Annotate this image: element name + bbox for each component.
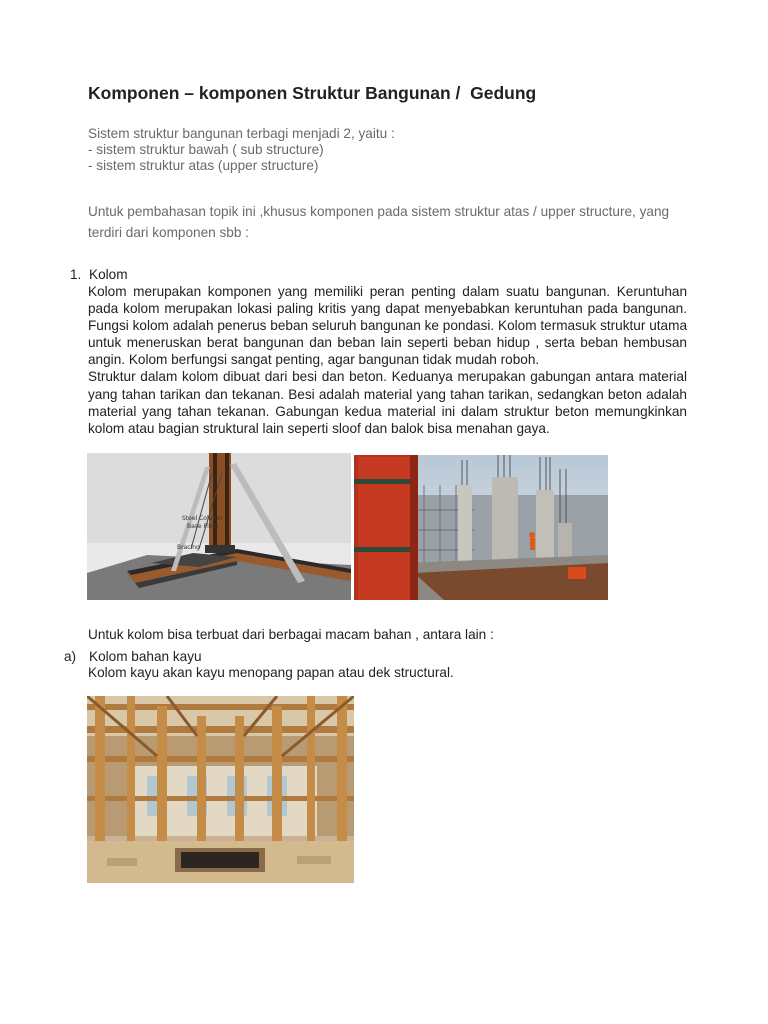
column-formwork-photo xyxy=(354,455,608,600)
list-marker: a) xyxy=(64,649,77,664)
materials-intro: Untuk kolom bisa terbuat dari berbagai macam bahan , antara lain : xyxy=(88,627,494,642)
section-kolom-heading xyxy=(70,267,128,282)
material-item-heading xyxy=(64,649,202,664)
intro-text xyxy=(88,126,395,174)
scope-line: Untuk pembahasan topik ini ,khusus komponen pada sistem struktur atas / upper structure, yang xyxy=(88,204,670,219)
section-number: 1. xyxy=(70,267,82,282)
section-title: Kolom xyxy=(89,267,128,282)
scope-text xyxy=(88,201,688,243)
steel-column-diagram-icon xyxy=(87,453,351,600)
page-title: Komponen – komponen Struktur Bangunan / Gedung xyxy=(88,83,537,103)
scope-line: terdiri dari komponen sbb : xyxy=(88,225,249,240)
column-formwork-photo-icon xyxy=(354,455,608,600)
intro-list-item: - sistem struktur bawah ( sub structure) xyxy=(88,142,324,157)
diagram-label: Base Plate xyxy=(187,523,219,530)
paragraph: Struktur dalam kolom dibuat dari besi dan beton. Keduanya merupakan gabungan antara material yang tahan tarikan dan tekanan. Besi adalah material yang tahan tarikan, sedangkan beton adalah material yang tahan tekanan. Gabungan kedua material ini dalam struktur beton memungkinkan kolom atau bagian struktural lain seperti sloof dan balok bisa menahan gaya. xyxy=(88,369,687,436)
intro-line: Sistem struktur bangunan terbagi menjadi 2, yaitu : xyxy=(88,126,395,141)
material-item-description: Kolom kayu akan kayu menopang papan atau dek structural. xyxy=(88,665,454,680)
timber-structure-photo-icon xyxy=(87,696,354,883)
paragraph: Kolom merupakan komponen yang memiliki peran penting dalam suatu bangunan. Keruntuhan pada kolom merupakan lokasi paling kritis yang dapat menyebabkan keruntuhan pada bangunan. Fungsi kolom adalah penerus beban seluruh bangunan ke pondasi. Kolom termasuk struktur utama untuk meneruskan berat bangunan dan beban lain seperti beban hidup , serta beban hembusan angin. Kolom berfungsi sangat penting, agar bangunan tidak mudah roboh. xyxy=(88,284,687,368)
diagram-label: Bracing xyxy=(177,544,200,551)
timber-structure-photo xyxy=(87,696,354,883)
material-item-title: Kolom bahan kayu xyxy=(89,649,202,664)
intro-list-item: - sistem struktur atas (upper structure) xyxy=(88,158,319,173)
section-kolom-body xyxy=(88,283,687,437)
steel-column-diagram-image xyxy=(87,453,351,600)
diagram-label: Steel Column xyxy=(182,515,223,522)
